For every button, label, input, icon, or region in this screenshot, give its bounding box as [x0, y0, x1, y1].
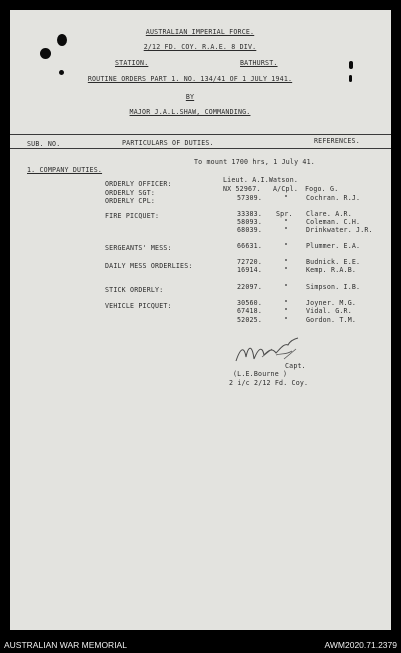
entry-name: Coleman. C.H.	[306, 218, 361, 226]
entry-rank: "	[284, 194, 289, 202]
entry-rank: "	[284, 283, 289, 291]
signature-role: 2 i/c 2/12 Fd. Coy.	[229, 379, 309, 387]
entry-name: Fogo. G.	[305, 185, 339, 193]
entry-name: Clare. A.R.	[306, 210, 352, 218]
entry-name: Simpson. I.B.	[306, 283, 361, 291]
mount-time: To mount 1700 hrs, 1 July 41.	[194, 158, 315, 166]
entry-rank: Spr.	[276, 210, 293, 218]
entry-rank: "	[284, 307, 289, 315]
entry-name: Gordon. T.M.	[306, 316, 357, 324]
entry-rank: "	[284, 299, 289, 307]
entry-rank: A/Cpl.	[273, 185, 299, 193]
footer-accession: AWM2020.71.2379	[324, 640, 397, 650]
entry-rank: "	[284, 316, 289, 324]
punch-mark	[59, 70, 64, 75]
entry-rank: "	[284, 218, 289, 226]
duty-label-orderly-cpl: ORDERLY CPL:	[105, 197, 156, 205]
entry-rank: "	[284, 226, 289, 234]
punch-hole	[57, 34, 67, 46]
header-title: AUSTRALIAN IMPERIAL FORCE.	[145, 28, 255, 36]
entry-number: 52025.	[237, 316, 263, 324]
duty-label-vehicle-picquet: VEHICLE PICQUET:	[105, 302, 172, 310]
entry-name: Kemp. R.A.B.	[306, 266, 357, 274]
entry-rank: "	[284, 258, 289, 266]
orders-title: ROUTINE ORDERS PART 1. NO. 134/41 OF 1 JULY 1941.	[87, 75, 293, 83]
entry-number: 68039.	[237, 226, 263, 234]
entry-name: Plummer. E.A.	[306, 242, 361, 250]
entry-number: 67418.	[237, 307, 263, 315]
entry-number: 16914.	[237, 266, 263, 274]
duty-label-stick-orderly: STICK ORDERLY:	[105, 286, 164, 294]
signature-rank: Capt.	[285, 362, 306, 370]
entry-number: 33383.	[237, 210, 263, 218]
duty-label-fire-picquet: FIRE PICQUET:	[105, 212, 160, 220]
signature-name: (L.E.Bourne )	[233, 370, 288, 378]
punch-mark	[349, 61, 353, 69]
entry-name: Joyner. M.G.	[306, 299, 357, 307]
duty-label-orderly-sgt: ORDERLY SGT:	[105, 189, 156, 197]
rule-top	[10, 134, 391, 135]
entry-name: Vidal. G.R.	[306, 307, 352, 315]
column-sub-no: SUB. NO.	[27, 140, 61, 148]
station-value: BATHURST.	[240, 59, 278, 67]
footer-source: AUSTRALIAN WAR MEMORIAL	[4, 640, 127, 650]
rule-bottom	[10, 148, 391, 149]
commanding-officer: MAJOR J.A.L.SHAW, COMMANDING.	[129, 108, 251, 116]
entry-name: Drinkwater. J.R.	[306, 226, 373, 234]
column-particulars: PARTICULARS OF DUTIES.	[122, 139, 214, 147]
entry-number: 22097.	[237, 283, 263, 291]
header-by: BY	[185, 93, 195, 101]
entry-number: 72720.	[237, 258, 263, 266]
entry-number: 57309.	[237, 194, 263, 202]
station-label: STATION.	[115, 59, 149, 67]
section-title: 1. COMPANY DUTIES.	[27, 166, 103, 174]
entry-rank: "	[284, 242, 289, 250]
column-references: REFERENCES.	[314, 137, 360, 145]
punch-hole	[40, 48, 51, 59]
entry-number: 66631.	[237, 242, 263, 250]
entry-number: NX 52967.	[223, 185, 261, 193]
duty-label-sergeants-mess: SERGEANTS' MESS:	[105, 244, 172, 252]
duty-label-daily-mess-orderlies: DAILY MESS ORDERLIES:	[105, 262, 193, 270]
header-unit: 2/12 FD. COY. R.A.E. 8 DIV.	[143, 43, 257, 51]
entry-name: Cochran. R.J.	[306, 194, 361, 202]
punch-mark	[349, 75, 352, 82]
entry-name: Budnick. E.E.	[306, 258, 361, 266]
duty-label-orderly-officer: ORDERLY OFFICER:	[105, 180, 172, 188]
entry-number: 58093.	[237, 218, 263, 226]
duty-officer-name: Lieut. A.I.Watson.	[223, 176, 299, 184]
entry-rank: "	[284, 266, 289, 274]
entry-number: 30560.	[237, 299, 263, 307]
